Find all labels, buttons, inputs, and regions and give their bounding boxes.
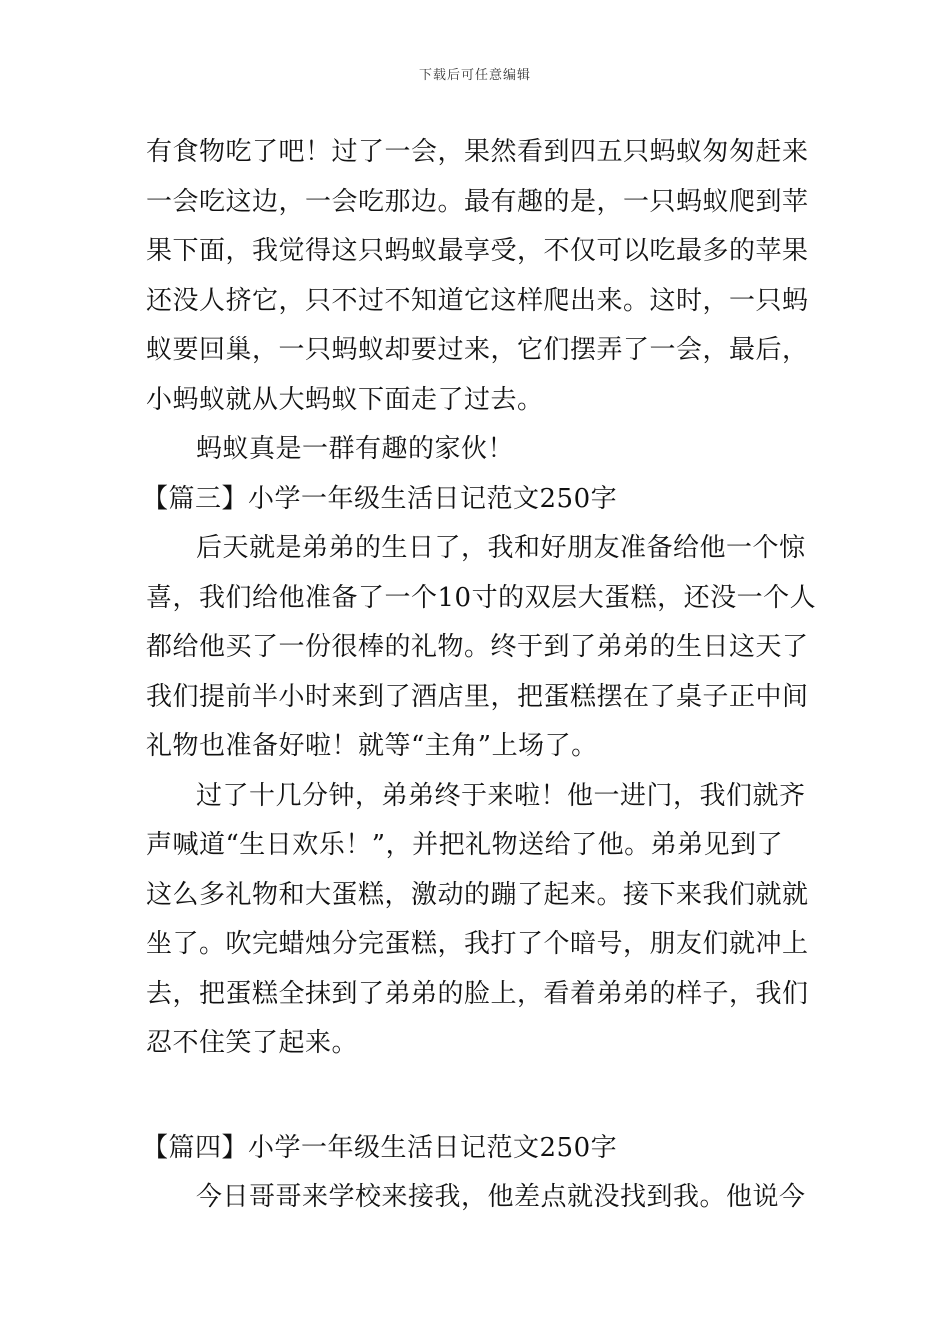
section-four-title: 【篇四】小学一年级生活日记范文250字 <box>142 1132 618 1163</box>
text-line: 果下面，我觉得这只蚂蚁最享受，不仅可以吃最多的苹果 <box>146 236 809 266</box>
text-line: 还没人挤它，只不过不知道它这样爬出来。这时，一只蚂 <box>146 285 809 316</box>
blank-line <box>146 1069 810 1124</box>
text-line: 后天就是弟弟的生日了，我和好朋友准备给他一个惊 <box>196 533 806 563</box>
document-body <box>142 128 817 1223</box>
previous-section-paragraph <box>146 128 810 425</box>
text-line: 过了十几分钟，弟弟终于来啦！他一进门，我们就齐 <box>196 780 806 811</box>
section-three-paragraph-2 <box>146 772 810 1069</box>
text-line: 蚁要回巢，一只蚂蚁却要过来，它们摆弄了一会，最后， <box>146 335 809 365</box>
text-line: 声喊道“生日欢乐！”，并把礼物送给了他。弟弟见到了 <box>146 830 784 860</box>
text-line: 一会吃这边，一会吃那边。最有趣的是，一只蚂蚁爬到苹 <box>146 186 809 217</box>
text-line: 去，把蛋糕全抹到了弟弟的脸上，看着弟弟的样子，我们 <box>146 978 809 1009</box>
text-line: 小蚂蚁就从大蚂蚁下面走了过去。 <box>146 384 544 415</box>
page-header-note: 下载后可任意编辑 <box>418 68 531 83</box>
text-line: 我们提前半小时来到了酒店里，把蛋糕摆在了桌子正中间 <box>146 681 809 712</box>
text-line: 这么多礼物和大蛋糕，激动的蹦了起来。接下来我们就就 <box>146 879 809 910</box>
text-line: 忍不住笑了起来。 <box>146 1028 359 1058</box>
section-four-paragraph-1 <box>146 1173 810 1223</box>
text-line: 今日哥哥来学校来接我，他差点就没找到我。他说今 <box>196 1182 806 1212</box>
section-three-title: 【篇三】小学一年级生活日记范文250字 <box>142 483 618 514</box>
section-three-paragraph-1 <box>146 524 817 772</box>
closing-sentence: 蚂蚁真是一群有趣的家伙！ <box>196 434 515 464</box>
text-line: 有食物吃了吧！过了一会，果然看到四五只蚂蚁匆匆赶来 <box>146 137 809 167</box>
text-line: 喜，我们给他准备了一个10寸的双层大蛋糕，还没一个人 <box>146 582 817 613</box>
text-line: 坐了。吹完蜡烛分完蛋糕，我打了个暗号，朋友们就冲上 <box>146 929 809 959</box>
text-line: 都给他买了一份很棒的礼物。终于到了弟弟的生日这天了 <box>146 632 809 662</box>
text-line: 礼物也准备好啦！就等“主角”上场了。 <box>146 731 598 761</box>
